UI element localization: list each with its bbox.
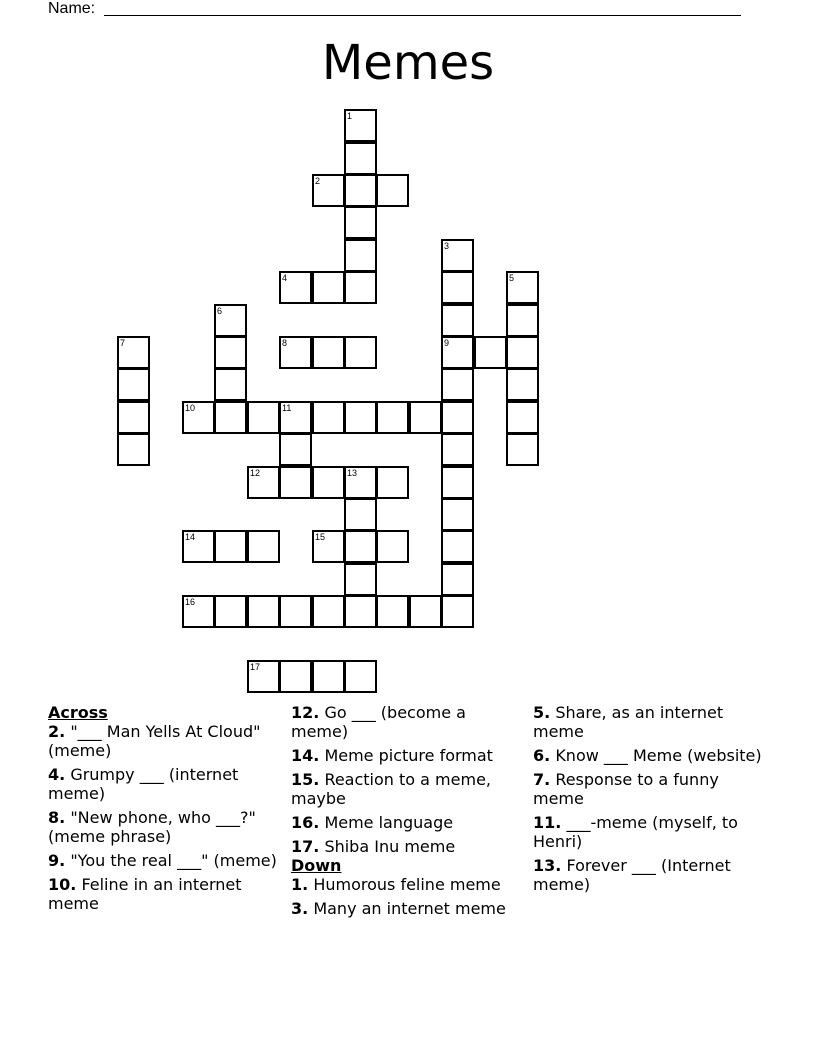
down-heading: Down bbox=[291, 856, 342, 875]
clue-down-3: 3. Many an internet meme bbox=[291, 899, 506, 918]
grid-cell[interactable] bbox=[441, 466, 474, 499]
grid-cell[interactable] bbox=[247, 660, 280, 693]
cell-number: 8 bbox=[282, 338, 288, 348]
grid-cell[interactable] bbox=[376, 595, 409, 628]
clue-down-11: 11. ___-meme (myself, to Henri) bbox=[533, 813, 738, 851]
grid-cell[interactable] bbox=[214, 368, 247, 401]
grid-cell[interactable] bbox=[506, 433, 539, 466]
grid-cell[interactable] bbox=[376, 401, 409, 434]
grid-cell[interactable] bbox=[441, 433, 474, 466]
grid-cell[interactable] bbox=[279, 466, 312, 499]
clue-across-12: 12. Go ___ (become a meme) bbox=[291, 703, 466, 741]
clues-column-3 bbox=[533, 703, 773, 899]
grid-cell[interactable] bbox=[182, 530, 215, 563]
cell-number: 13 bbox=[347, 468, 358, 478]
grid-cell[interactable] bbox=[117, 336, 150, 369]
grid-cell[interactable] bbox=[344, 466, 377, 499]
grid-cell[interactable] bbox=[344, 174, 377, 207]
grid-cell[interactable] bbox=[409, 401, 442, 434]
grid-cell[interactable] bbox=[441, 239, 474, 272]
grid-cell[interactable] bbox=[441, 530, 474, 563]
clue-across-10: 10. Feline in an internet meme bbox=[48, 875, 242, 913]
grid-cell[interactable] bbox=[214, 304, 247, 337]
grid-cell[interactable] bbox=[344, 530, 377, 563]
grid-cell[interactable] bbox=[247, 401, 280, 434]
grid-cell[interactable] bbox=[247, 595, 280, 628]
grid-cell[interactable] bbox=[409, 595, 442, 628]
grid-cell[interactable] bbox=[182, 401, 215, 434]
puzzle-title: Memes bbox=[321, 35, 495, 91]
cell-number: 6 bbox=[217, 306, 223, 316]
grid-cell[interactable] bbox=[506, 368, 539, 401]
grid-cell[interactable] bbox=[441, 401, 474, 434]
grid-cell[interactable] bbox=[376, 174, 409, 207]
grid-cell[interactable] bbox=[506, 401, 539, 434]
grid-cell[interactable] bbox=[344, 206, 377, 239]
grid-cell[interactable] bbox=[247, 530, 280, 563]
grid-cell[interactable] bbox=[344, 239, 377, 272]
grid-cell[interactable] bbox=[279, 433, 312, 466]
grid-cell[interactable] bbox=[506, 271, 539, 304]
clue-across-9: 9. "You the real ___" (meme) bbox=[48, 851, 277, 870]
grid-cell[interactable] bbox=[279, 660, 312, 693]
clue-across-14: 14. Meme picture format bbox=[291, 746, 493, 765]
grid-cell[interactable] bbox=[279, 271, 312, 304]
across-heading: Across bbox=[48, 703, 108, 722]
grid-cell[interactable] bbox=[279, 595, 312, 628]
grid-cell[interactable] bbox=[214, 401, 247, 434]
cell-number: 16 bbox=[185, 597, 196, 607]
grid-cell[interactable] bbox=[312, 530, 345, 563]
grid-cell[interactable] bbox=[344, 336, 377, 369]
clues-column-1 bbox=[48, 703, 280, 918]
grid-cell[interactable] bbox=[344, 271, 377, 304]
grid-cell[interactable] bbox=[312, 595, 345, 628]
grid-cell[interactable] bbox=[441, 271, 474, 304]
clue-across-17: 17. Shiba Inu meme bbox=[291, 837, 456, 856]
cell-number: 15 bbox=[315, 532, 326, 542]
cell-number: 12 bbox=[250, 468, 261, 478]
grid-cell[interactable] bbox=[117, 401, 150, 434]
clue-across-15: 15. Reaction to a meme, maybe bbox=[291, 770, 491, 808]
grid-cell[interactable] bbox=[344, 595, 377, 628]
grid-cell[interactable] bbox=[441, 595, 474, 628]
cell-number: 10 bbox=[185, 403, 196, 413]
name-label: Name: bbox=[48, 0, 96, 17]
cell-number: 3 bbox=[444, 241, 450, 251]
cell-number: 7 bbox=[120, 338, 126, 348]
cell-number: 9 bbox=[444, 338, 450, 348]
grid-cell[interactable] bbox=[441, 563, 474, 596]
grid-cell[interactable] bbox=[279, 336, 312, 369]
cell-number: 17 bbox=[250, 662, 261, 672]
clue-across-4: 4. Grumpy ___ (internet meme) bbox=[48, 765, 239, 803]
grid-cell[interactable] bbox=[344, 498, 377, 531]
grid-cell[interactable] bbox=[344, 142, 377, 175]
grid-cell[interactable] bbox=[214, 530, 247, 563]
grid-cell[interactable] bbox=[312, 466, 345, 499]
clue-down-13: 13. Forever ___ (Internet meme) bbox=[533, 856, 731, 894]
grid-cell[interactable] bbox=[312, 660, 345, 693]
grid-cell[interactable] bbox=[214, 595, 247, 628]
grid-cell[interactable] bbox=[312, 174, 345, 207]
clue-down-1: 1. Humorous feline meme bbox=[291, 875, 501, 894]
grid-cell[interactable] bbox=[474, 336, 507, 369]
cell-number: 5 bbox=[509, 273, 515, 283]
grid-cell[interactable] bbox=[506, 304, 539, 337]
grid-cell[interactable] bbox=[344, 660, 377, 693]
grid-cell[interactable] bbox=[214, 336, 247, 369]
clue-down-7: 7. Response to a funny meme bbox=[533, 770, 719, 808]
cell-number: 4 bbox=[282, 273, 288, 283]
grid-cell[interactable] bbox=[117, 433, 150, 466]
grid-cell[interactable] bbox=[441, 498, 474, 531]
grid-cell[interactable] bbox=[247, 466, 280, 499]
grid-cell[interactable] bbox=[376, 530, 409, 563]
clue-down-6: 6. Know ___ Meme (website) bbox=[533, 746, 762, 765]
grid-cell[interactable] bbox=[344, 563, 377, 596]
grid-cell[interactable] bbox=[279, 401, 312, 434]
clue-across-8: 8. "New phone, who ___?" (meme phrase) bbox=[48, 808, 256, 846]
grid-cell[interactable] bbox=[182, 595, 215, 628]
grid-cell[interactable] bbox=[441, 304, 474, 337]
grid-cell[interactable] bbox=[441, 368, 474, 401]
grid-cell[interactable] bbox=[376, 466, 409, 499]
clue-down-5: 5. Share, as an internet meme bbox=[533, 703, 724, 741]
grid-cell[interactable] bbox=[344, 109, 377, 142]
grid-cell[interactable] bbox=[506, 336, 539, 369]
grid-cell[interactable] bbox=[344, 401, 377, 434]
cell-number: 2 bbox=[315, 176, 321, 186]
clue-across-16: 16. Meme language bbox=[291, 813, 454, 832]
grid-cell[interactable] bbox=[312, 271, 345, 304]
clues-column-2 bbox=[291, 703, 523, 923]
cell-number: 14 bbox=[185, 532, 196, 542]
cell-number: 11 bbox=[282, 403, 292, 413]
grid-cell[interactable] bbox=[312, 336, 345, 369]
grid-cell[interactable] bbox=[441, 336, 474, 369]
grid-cell[interactable] bbox=[312, 401, 345, 434]
cell-number: 1 bbox=[347, 111, 353, 121]
clue-across-2: 2. "___ Man Yells At Cloud" (meme) bbox=[48, 722, 261, 760]
grid-cell[interactable] bbox=[117, 368, 150, 401]
